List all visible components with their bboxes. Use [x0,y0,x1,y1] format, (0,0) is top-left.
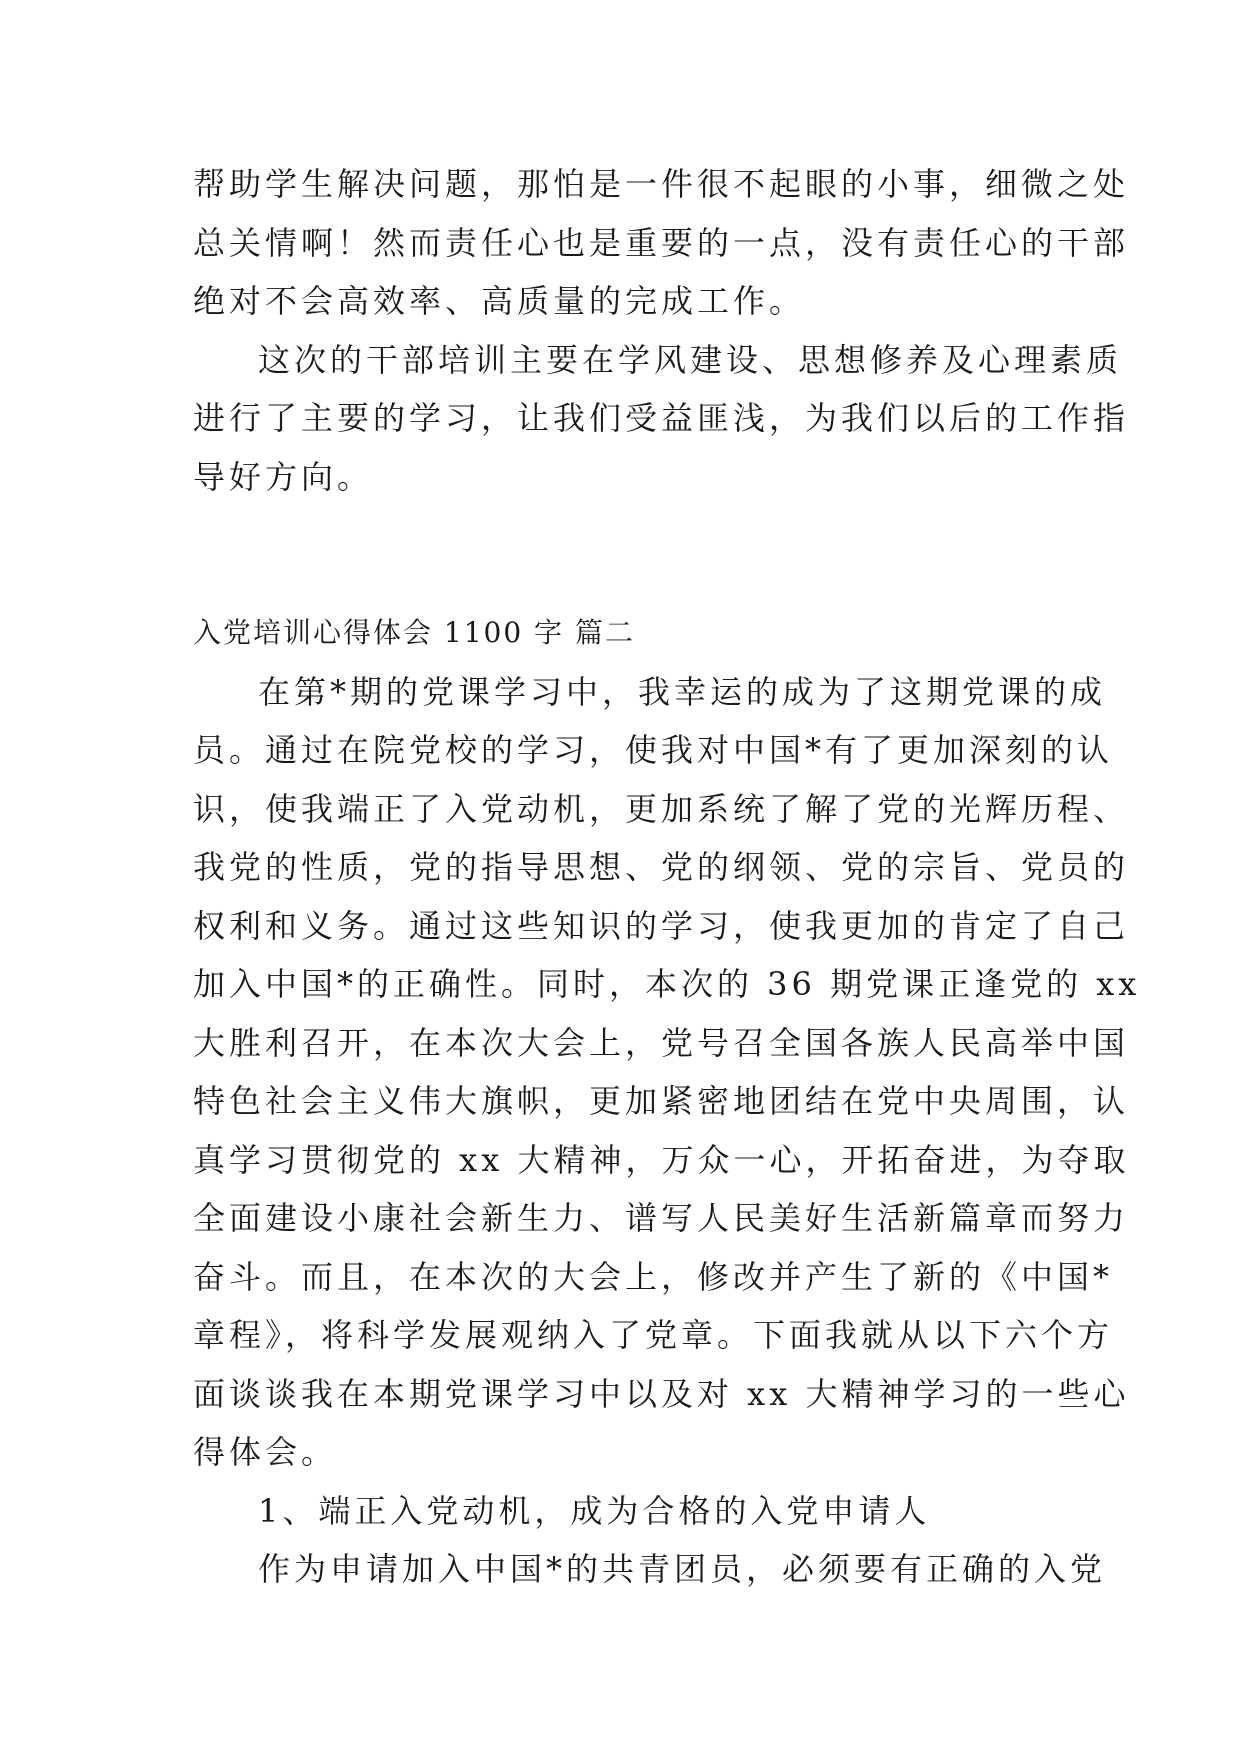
paragraph-line: 员。通过在院党校的学习，使我对中国*有了更加深刻的认 [193,731,1114,769]
paragraph-line: 导好方向。 [193,457,374,496]
paragraph-line: 面谈谈我在本期党课学习中以及对 xx 大精神学习的一些心 [193,1374,1130,1413]
paragraph-line: 识，使我端正了入党动机，更加系统了解了党的光辉历程、 [193,789,1130,828]
paragraph-line: 在第*期的党课学习中，我幸运的成为了这期党课的成 [258,672,1107,711]
paragraph-line: 权利和义务。通过这些知识的学习，使我更加的肯定了自己 [193,906,1130,945]
paragraph-line: 我党的性质，党的指导思想、党的纲领、党的宗旨、党员的 [193,848,1130,886]
paragraph-line: 得体会。 [193,1433,338,1471]
paragraph-line: 特色社会主义伟大旗帜，更加紧密地团结在党中央周围，认 [193,1082,1130,1120]
paragraph-line: 全面建设小康社会新生力、谱写人民美好生活新篇章而努力 [193,1199,1130,1237]
paragraph-line: 进行了主要的学习，让我们受益匪浅，为我们以后的工作指 [193,399,1130,437]
paragraph-line: 总关情啊！然而责任心也是重要的一点，没有责任心的干部 [193,223,1130,262]
paragraph-line: 章程》，将科学发展观纳入了党章。下面我就从以下六个方 [193,1316,1114,1354]
paragraph-line: 这次的干部培训主要在学风建设、思想修养及心理素质 [258,340,1123,379]
paragraph-line: 大胜利召开，在本次大会上，党号召全国各族人民高举中国 [193,1023,1130,1062]
paragraph-line: 加入中国*的正确性。同时，本次的 36 期党课正逢党的 xx [193,965,1141,1003]
numbered-point: 1、端正入党动机，成为合格的入党申请人 [258,1491,931,1530]
paragraph-line: 奋斗。而且，在本次的大会上，修改并产生了新的《中国* [193,1257,1114,1296]
paragraph-line: 帮助学生解决问题，那怕是一件很不起眼的小事，细微之处 [193,165,1130,203]
paragraph-line: 绝对不会高效率、高质量的完成工作。 [193,282,806,320]
section-heading: 入党培训心得体会 1100 字 篇二 [193,616,635,649]
section-spacer [193,506,1065,604]
paragraph-line: 真学习贯彻党的 xx 大精神，万众一心，开拓奋进，为夺取 [193,1140,1130,1179]
document-body [193,155,1141,1599]
paragraph-line: 作为申请加入中国*的共青团员，必须要有正确的入党 [258,1550,1107,1588]
